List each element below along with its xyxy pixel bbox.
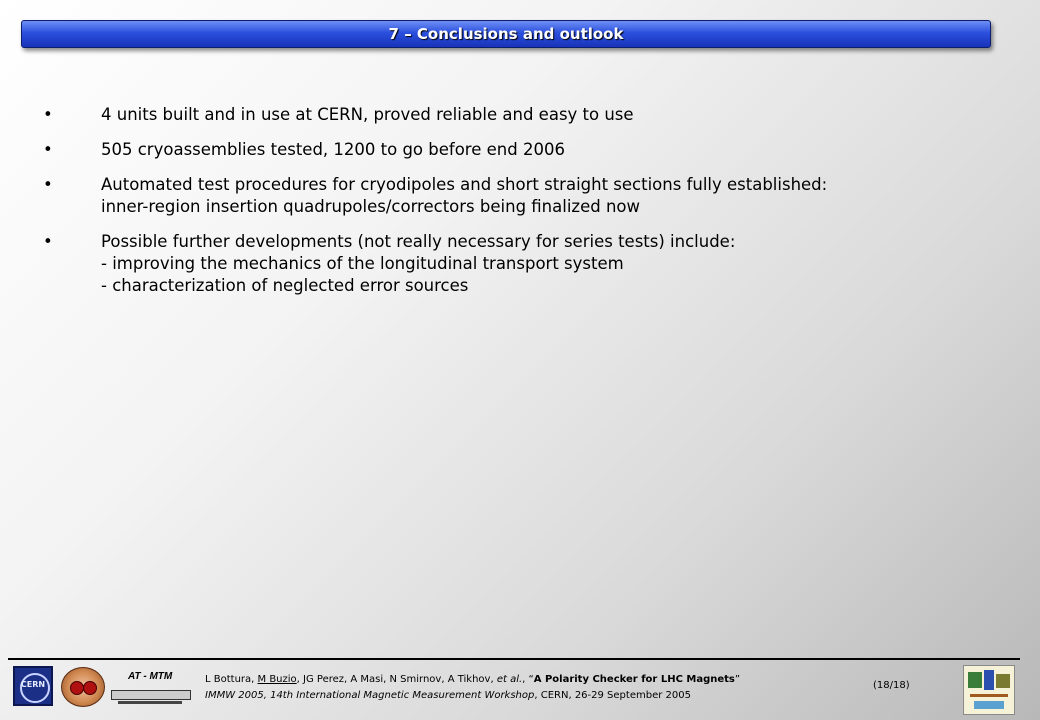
footer-workshop-line: IMMW 2005, 14th International Magnetic Measurement Workshop, CERN, 26-29 September 2005 (205, 690, 691, 701)
bullet-subitem: - improving the mechanics of the longitudinal transport system (101, 254, 624, 273)
workshop-name: IMMW 2005, 14th International Magnetic Measurement Workshop (205, 690, 535, 701)
footer-credits (205, 672, 740, 704)
slide-title: 7 – Conclusions and outlook (388, 25, 624, 43)
bullet-item (40, 104, 1000, 126)
bullet-item (40, 139, 1000, 161)
bullet-dot: • (43, 140, 53, 159)
bullet-list (40, 104, 1000, 310)
at-mtm-logo (108, 668, 193, 708)
magnet-cross-section-logo (61, 667, 105, 707)
bullet-item (40, 231, 1000, 297)
bullet-item (40, 174, 1000, 218)
bullet-dot: • (43, 175, 53, 194)
bullet-text: 4 units built and in use at CERN, proved reliable and easy to use (101, 105, 634, 124)
bullet-text: Automated test procedures for cryodipoles and short straight sections fully established: (101, 175, 828, 194)
footer-divider (8, 658, 1020, 660)
at-mtm-label: AT - MTM (128, 671, 173, 682)
bullet-dot: • (43, 232, 53, 251)
bullet-text: inner-region insertion quadrupoles/correctors being finalized now (101, 197, 640, 216)
bullet-text: 505 cryoassemblies tested, 1200 to go before end 2006 (101, 140, 565, 159)
footer-authors-line: L Bottura, M Buzio, JG Perez, A Masi, N Smirnov, A Tikhov, et al., “A Polarity Checker for LHC Magnets” (205, 674, 741, 685)
slide-title-bar (21, 20, 991, 48)
bullet-subitem: - characterization of neglected error sources (101, 276, 469, 295)
bullet-text: Possible further developments (not really necessary for series tests) include: (101, 232, 736, 251)
page-number: (18/18) (873, 680, 910, 691)
presenter-name: M Buzio (257, 674, 297, 685)
bullet-dot: • (43, 105, 53, 124)
cern-logo: CERN (13, 666, 53, 706)
imm-workshop-logo (963, 665, 1015, 715)
talk-title: A Polarity Checker for LHC Magnets (533, 674, 735, 685)
